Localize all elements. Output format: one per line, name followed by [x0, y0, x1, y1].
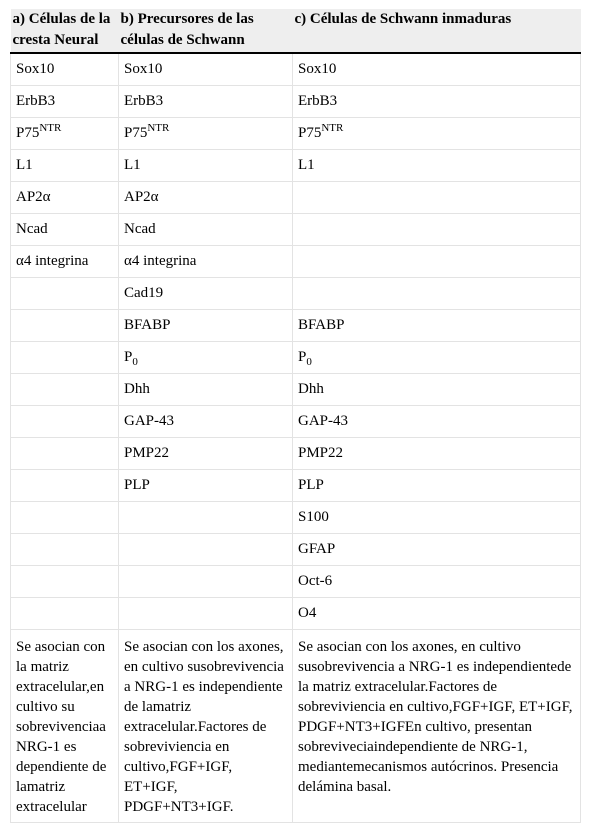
marker-cell: [119, 246, 293, 278]
marker-name: BFABP: [124, 317, 171, 333]
marker-name: P75: [16, 125, 40, 141]
marker-cell: [11, 150, 119, 182]
marker-cell: [11, 278, 119, 310]
marker-cell: [293, 118, 581, 150]
table-row: [11, 438, 581, 470]
table-row: [11, 534, 581, 566]
marker-name: O4: [298, 605, 317, 621]
header-neural-crest: a) Células de la cresta Neural: [11, 9, 119, 53]
marker-name: L1: [16, 157, 33, 173]
marker-cell: [119, 182, 293, 214]
marker-name: PMP22: [124, 445, 170, 461]
marker-cell: [119, 342, 293, 374]
table-row: [11, 502, 581, 534]
table-row: [11, 406, 581, 438]
marker-cell: [11, 86, 119, 118]
marker-name: S100: [298, 509, 329, 525]
marker-name: GAP-43: [298, 413, 349, 429]
marker-name: PMP22: [298, 445, 344, 461]
marker-cell: [11, 438, 119, 470]
marker-cell: [11, 598, 119, 630]
marker-cell: [11, 118, 119, 150]
marker-cell: [293, 53, 581, 86]
marker-name: Dhh: [124, 381, 150, 397]
marker-cell: [293, 470, 581, 502]
marker-cell: [293, 182, 581, 214]
table-row: [11, 182, 581, 214]
marker-name: Dhh: [298, 381, 324, 397]
marker-cell: [11, 246, 119, 278]
marker-name: L1: [124, 157, 141, 173]
marker-name: Oct-6: [298, 573, 333, 589]
marker-cell: [119, 438, 293, 470]
marker-name: GAP-43: [124, 413, 175, 429]
marker-cell: [119, 534, 293, 566]
marker-cell: [293, 406, 581, 438]
marker-cell: [293, 310, 581, 342]
table-row: [11, 310, 581, 342]
marker-subscript: 0: [306, 356, 312, 368]
marker-cell: [119, 470, 293, 502]
marker-name: Sox10: [16, 61, 55, 77]
header-immature-schwann: c) Células de Schwann inmaduras: [293, 9, 581, 53]
marker-cell: [11, 53, 119, 86]
marker-cell: [11, 182, 119, 214]
header-row: [11, 9, 581, 53]
marker-cell: [119, 150, 293, 182]
marker-name: Sox10: [298, 61, 337, 77]
marker-name: ErbB3: [298, 93, 338, 109]
table-row: [11, 278, 581, 310]
table-row: [11, 566, 581, 598]
marker-name: ErbB3: [16, 93, 56, 109]
marker-cell: [293, 374, 581, 406]
marker-name: ErbB3: [124, 93, 164, 109]
marker-name: Ncad: [16, 221, 48, 237]
marker-cell: [119, 118, 293, 150]
note-neural-crest: Se asocian con la matriz extracelular,en cultivo su sobrevivenciaa NRG-1 es dependiente de lamatriz extracelular: [11, 630, 119, 823]
marker-superscript: NTR: [39, 122, 62, 134]
table-row: [11, 150, 581, 182]
marker-cell: [11, 406, 119, 438]
table-row: [11, 374, 581, 406]
marker-subscript: 0: [132, 356, 138, 368]
marker-name: PLP: [298, 477, 324, 493]
table-body: [11, 53, 581, 823]
marker-name: P75: [298, 125, 322, 141]
marker-name: AP2α: [124, 189, 159, 205]
marker-cell: [119, 406, 293, 438]
marker-cell: [11, 534, 119, 566]
marker-cell: [11, 470, 119, 502]
note-immature-schwann: Se asocian con los axones, en cultivo susobrevivencia a NRG-1 es independientede la matriz extracelular.Factores de sobreviviencia en cultivo,FGF+IGF, ET+IGF, PDGF+NT3+IGFEn cultivo, presentan sobreviveciaindependiente de NRG-1, mediantemecanismos autócrinos. Presencia delámina basal.: [293, 630, 581, 823]
marker-name: α4 integrina: [16, 253, 89, 269]
marker-name: AP2α: [16, 189, 51, 205]
note-schwann-precursors: Se asocian con los axones, en cultivo susobrevivencia a NRG-1 es independiente de lamatriz extracelular.Factores de sobreviviencia en cultivo,FGF+IGF, ET+IGF, PDGF+NT3+IGF.: [119, 630, 293, 823]
header-schwann-precursors: b) Precursores de las células de Schwann: [119, 9, 293, 53]
marker-cell: [119, 502, 293, 534]
marker-name: L1: [298, 157, 315, 173]
table-row: [11, 53, 581, 86]
table-row: [11, 86, 581, 118]
marker-name: P: [124, 349, 133, 365]
marker-cell: [293, 598, 581, 630]
marker-cell: [11, 566, 119, 598]
marker-cell: [11, 342, 119, 374]
marker-name: GFAP: [298, 541, 336, 557]
marker-name: P75: [124, 125, 148, 141]
marker-cell: [293, 534, 581, 566]
marker-cell: [119, 374, 293, 406]
marker-cell: [119, 86, 293, 118]
marker-name: α4 integrina: [124, 253, 197, 269]
marker-cell: [119, 278, 293, 310]
marker-name: Ncad: [124, 221, 156, 237]
marker-cell: [293, 214, 581, 246]
marker-cell: [293, 502, 581, 534]
marker-cell: [11, 374, 119, 406]
marker-cell: [11, 214, 119, 246]
marker-cell: [119, 214, 293, 246]
marker-cell: [293, 150, 581, 182]
marker-superscript: NTR: [147, 122, 170, 134]
table-row: [11, 598, 581, 630]
table-row: [11, 214, 581, 246]
marker-cell: [293, 342, 581, 374]
marker-cell: [293, 278, 581, 310]
marker-name: Sox10: [124, 61, 163, 77]
table-row: [11, 470, 581, 502]
marker-name: Cad19: [124, 285, 164, 301]
marker-cell: [119, 310, 293, 342]
marker-table: [10, 9, 581, 823]
marker-cell: [293, 438, 581, 470]
table-row: [11, 118, 581, 150]
marker-cell: [119, 53, 293, 86]
marker-name: PLP: [124, 477, 150, 493]
marker-cell: [11, 310, 119, 342]
marker-name: BFABP: [298, 317, 345, 333]
marker-cell: [119, 566, 293, 598]
marker-cell: [293, 566, 581, 598]
table-row: [11, 342, 581, 374]
marker-cell: [119, 598, 293, 630]
marker-cell: [293, 246, 581, 278]
marker-cell: [11, 502, 119, 534]
table-row: [11, 246, 581, 278]
marker-name: P: [298, 349, 307, 365]
marker-cell: [293, 86, 581, 118]
marker-superscript: NTR: [321, 122, 344, 134]
notes-row: [11, 630, 581, 823]
